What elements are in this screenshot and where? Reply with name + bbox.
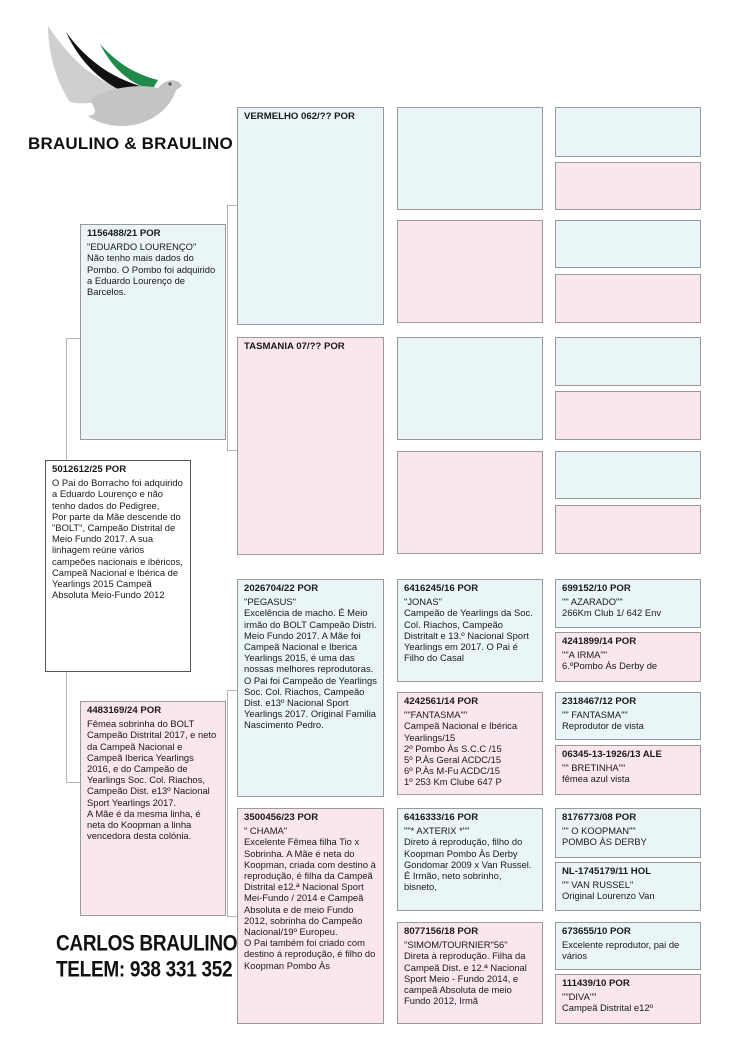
ancestor-card (555, 220, 701, 268)
dam-sire-card (237, 579, 384, 797)
logo-eye (168, 82, 171, 85)
description: ""FANTASMA"" Campeã Nacional e Ibérica Yearlings/15 2º Pombo Às S.C.C /15 5º P.Às Geral ACDC/15 6º P.Às M-Fu ACDC/15 1º 253 Km Clube 647 P (404, 709, 518, 788)
ancestor-card (397, 808, 543, 911)
connector (227, 690, 228, 916)
description: ""DIVA"" Campeã Distrital e12º (562, 991, 653, 1014)
connector (227, 205, 237, 206)
description: "SIMOM/TOURNIER"56" Direta à reprodução. Filha da Campeã Dist. e 12.ª Nacional Sport Meio - Fundo 2014, e campeã Absoluta de meio Fundo 2012, Irmã (404, 939, 527, 1007)
description: Fêmea sobrinha do BOLT Campeão Distrital 2017, e neto da Campeã Nacional e Campeã Iberica Yearlings 2016, e do Campeão de Yearlings Soc. Col. Riachos, Campeão Dist. e13º Nacional Sport Yearlings 2017. A Mãe é da mesma linha, é neta do Koopman a linha vencedora desta colónia. (87, 718, 217, 842)
description: "" BRETINHA"" fêmea azul vista (562, 762, 630, 785)
ancestor-card (555, 974, 701, 1024)
sire-dam-card (237, 337, 384, 555)
ancestor-card (555, 274, 701, 323)
description: ""* AXTERIX *"" Direto á reprodução, filho do Koopman Pombo Às Derby Gondomar 2009 x Van Russel. É Irmão, neto sobrinho, bisneto, (404, 825, 532, 893)
ancestor-card (555, 862, 701, 911)
connector (66, 338, 67, 460)
ring-number: 2318467/12 POR (562, 696, 637, 707)
ring-number: 6416245/16 POR (404, 583, 479, 594)
connector (66, 672, 67, 782)
ring-number: 699152/10 POR (562, 583, 631, 594)
ring-number: NL-1745179/11 HOL (562, 866, 652, 877)
dam-card (80, 701, 226, 916)
subject-card (45, 460, 191, 672)
connector (66, 782, 80, 783)
ancestor-card (555, 692, 701, 740)
connector (227, 916, 237, 917)
ancestor-card (555, 162, 701, 210)
ring-number: 8176773/08 POR (562, 812, 637, 823)
ancestor-card (397, 107, 543, 210)
ancestor-card (555, 922, 701, 970)
description: ""A IRMA"" 6.ºPombo Ás Derby de (562, 649, 658, 672)
contact-phone: TELEM: 938 331 352 (56, 958, 233, 983)
description: "JONAS" Campeão de Yearlings da Soc. Col. Riachos, Campeão Distritalt e 13.º Nacional Sport Yearlings em 2017. O Pai é Filho do Casal (404, 596, 533, 664)
ancestor-card (555, 337, 701, 386)
ancestor-card (397, 451, 543, 554)
ring-number: 5012612/25 POR (52, 464, 127, 475)
ring-number: 4241899/14 POR (562, 636, 637, 647)
ancestor-card (397, 220, 543, 323)
ancestor-card (397, 579, 543, 682)
ancestor-card (555, 451, 701, 499)
ancestor-card (555, 107, 701, 157)
description: "" FANTASMA"" Reprodutor de vista (562, 709, 644, 732)
connector (227, 690, 237, 691)
connector (227, 205, 228, 450)
ancestor-card (555, 808, 701, 858)
brand-name: BRAULINO & BRAULINO (28, 134, 233, 153)
ring-number: 673655/10 POR (562, 926, 631, 937)
ancestor-card (555, 745, 701, 795)
ancestor-card (397, 692, 543, 795)
description: "EDUARDO LOURENÇO" Não tenho mais dados do Pombo. O Pombo foi adquirido a Eduardo Lourenço de Barcelos. (87, 241, 216, 298)
ring-number: VERMELHO 062/?? POR (244, 111, 355, 122)
ring-number: 1156488/21 POR (87, 228, 161, 239)
dam-dam-card (237, 808, 384, 1024)
ring-number: 6416333/16 POR (404, 812, 479, 823)
ring-number: 06345-13-1926/13 ALE (562, 749, 662, 760)
description: "PEGASUS" Excelência de macho. É Meio irmão do BOLT Campeão Distri. Meio Fundo 2017. A Mãe foi Campeã Nacional e Iberica Yearlings 2015, é uma das nossas melhores reprodutoras. O Pai foi Campeão de Yearlings Soc. Col. Riachos, Campeão Dist. e13º Nacional Sport Yearlings 2017. Original Familia Nascimento Pedro. (244, 596, 377, 731)
description: "" AZARADO"" 266Km Club 1/ 642 Env (562, 596, 662, 619)
ring-number: TASMANIA 07/?? POR (244, 341, 345, 352)
description: "" VAN RUSSEL" Original Lourenzo Van (562, 879, 655, 902)
ancestor-card (555, 632, 701, 682)
ring-number: 2026704/22 POR (244, 583, 319, 594)
ancestor-card (555, 505, 701, 554)
ring-number: 111439/10 POR (562, 978, 630, 989)
dove-logo (30, 18, 190, 133)
ancestor-card (555, 391, 701, 440)
ancestor-card (555, 579, 701, 628)
connector (227, 450, 237, 451)
sire-card (80, 224, 226, 440)
ancestor-card (397, 922, 543, 1024)
ring-number: 4483169/24 POR (87, 705, 162, 716)
connector (66, 338, 80, 339)
description: "" O KOOPMAN"" POMBO ÁS DERBY (562, 825, 647, 848)
description: Excelente reprodutor, pai de vários (562, 939, 680, 962)
ancestor-card (397, 337, 543, 440)
ring-number: 3500456/23 POR (244, 812, 319, 823)
description: " CHAMA" Excelente Fêmea filha Tio x Sobrinha. A Mãe é neta do Koopman, criada com destino à reprodução, é filha da Campeã Distrital e12.ª Nacional Sport Mei-Fundo / 2014 e Campeã Absoluta e de meio Fundo 2012, sobrinha do Campeão Nacional/19º Europeu. O Pai também foi criado com destino á reprodução, é filho do Koopman Pombo Às (244, 825, 376, 971)
sire-sire-card (237, 107, 384, 325)
contact-name: CARLOS BRAULINO (56, 932, 238, 957)
ring-number: 4242561/14 POR (404, 696, 479, 707)
description: O Pai do Borracho foi adquirido a Eduardo Lourenço e não tenho dados do Pedigree, Por parte da Mãe descende do "BOLT", Campeão Distrital de Meio Fundo 2017. A sua linhagem reúne vários campeões nacionais e ibéricos, Campeã Nacional e Ibérica de Yearlings 2015 Campeã Absoluta Meio-Fundo 2012 (52, 477, 183, 601)
ring-number: 8077156/18 POR (404, 926, 479, 937)
